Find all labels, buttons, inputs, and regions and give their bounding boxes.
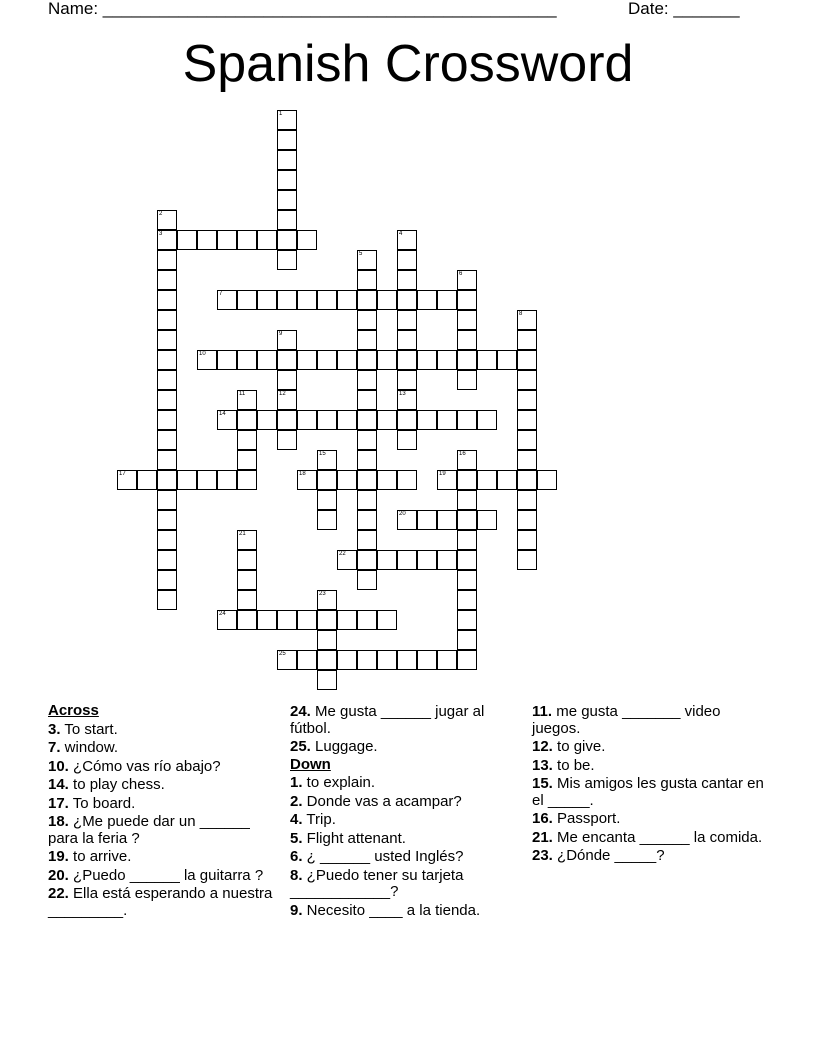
grid-cell[interactable] <box>417 550 437 570</box>
across-heading: Across <box>48 702 99 719</box>
cell-number: 21 <box>239 531 246 537</box>
grid-cell[interactable] <box>397 350 417 370</box>
grid-cell[interactable] <box>197 350 217 370</box>
grid-cell[interactable] <box>357 510 377 530</box>
clue-item <box>48 849 280 866</box>
down-clue-list <box>290 775 522 919</box>
cell-number: 19 <box>439 471 446 477</box>
grid-cell[interactable] <box>157 370 177 390</box>
clue-number: 3. <box>48 720 61 738</box>
clue-number: 4. <box>290 811 303 828</box>
grid-cell[interactable] <box>237 390 257 410</box>
clue-text: Mis amigos les gusta cantar en el _____. <box>532 775 764 809</box>
clue-text: ¿Puedo ______ la guitarra ? <box>68 866 264 884</box>
grid-cell[interactable] <box>397 230 417 250</box>
grid-cell[interactable] <box>157 510 177 530</box>
clue-number: 24. <box>290 703 311 720</box>
grid-cell[interactable] <box>357 490 377 510</box>
clue-item <box>48 886 280 919</box>
grid-cell[interactable] <box>517 510 537 530</box>
clue-text: to play chess. <box>68 776 165 793</box>
grid-cell[interactable] <box>317 450 337 470</box>
grid-cell[interactable] <box>357 390 377 410</box>
grid-cell[interactable] <box>457 610 477 630</box>
grid-cell[interactable] <box>317 410 337 430</box>
grid-cell[interactable] <box>237 230 257 250</box>
grid-cell[interactable] <box>157 270 177 290</box>
grid-cell[interactable] <box>157 590 177 610</box>
clue-item <box>290 868 522 901</box>
clue-number: 9. <box>290 901 303 919</box>
grid-cell[interactable] <box>357 290 377 310</box>
cell-number: 25 <box>279 651 286 657</box>
grid-cell[interactable] <box>437 410 457 430</box>
grid-cell[interactable] <box>217 610 237 630</box>
grid-cell[interactable] <box>157 210 177 230</box>
grid-cell[interactable] <box>457 330 477 350</box>
cell-number: 9 <box>279 331 283 337</box>
grid-cell[interactable] <box>237 350 257 370</box>
grid-cell[interactable] <box>517 430 537 450</box>
grid-cell[interactable] <box>157 230 177 250</box>
grid-cell[interactable] <box>297 610 317 630</box>
clue-item <box>290 704 522 737</box>
clue-text: to explain. <box>302 774 376 791</box>
grid-cell[interactable] <box>537 470 557 490</box>
grid-cell[interactable] <box>357 430 377 450</box>
grid-cell[interactable] <box>297 290 317 310</box>
date-field-label: Date: _______ <box>628 0 740 18</box>
clue-number: 15. <box>532 775 553 792</box>
cell-number: 24 <box>219 611 226 617</box>
grid-cell[interactable] <box>217 410 237 430</box>
grid-cell[interactable] <box>137 470 157 490</box>
grid-cell[interactable] <box>277 190 297 210</box>
grid-cell[interactable] <box>237 550 257 570</box>
clue-number: 21. <box>532 828 553 846</box>
grid-cell[interactable] <box>217 350 237 370</box>
clue-item <box>290 812 522 829</box>
grid-cell[interactable] <box>177 470 197 490</box>
grid-cell[interactable] <box>237 610 257 630</box>
clue-text: to give. <box>552 738 606 755</box>
grid-cell[interactable] <box>337 610 357 630</box>
grid-cell[interactable] <box>337 410 357 430</box>
clue-number: 19. <box>48 848 69 865</box>
clue-item <box>532 811 764 828</box>
grid-cell[interactable] <box>457 630 477 650</box>
grid-cell[interactable] <box>277 330 297 350</box>
clue-number: 17. <box>48 794 69 812</box>
grid-cell[interactable] <box>517 390 537 410</box>
grid-cell[interactable] <box>377 410 397 430</box>
clue-number: 10. <box>48 757 69 775</box>
grid-cell[interactable] <box>157 250 177 270</box>
grid-cell[interactable] <box>217 470 237 490</box>
clue-number: 8. <box>290 866 303 884</box>
clue-text: Passport. <box>552 810 621 827</box>
grid-cell[interactable] <box>437 290 457 310</box>
clue-item <box>532 758 764 775</box>
grid-cell[interactable] <box>517 530 537 550</box>
grid-cell[interactable] <box>377 470 397 490</box>
grid-cell[interactable] <box>457 650 477 670</box>
grid-cell[interactable] <box>237 570 257 590</box>
grid-cell[interactable] <box>237 450 257 470</box>
clue-item <box>532 776 764 809</box>
grid-cell[interactable] <box>417 650 437 670</box>
clue-item <box>532 704 764 737</box>
grid-cell[interactable] <box>457 310 477 330</box>
cell-number: 20 <box>399 511 406 517</box>
down-heading: Down <box>290 755 331 773</box>
grid-cell[interactable] <box>457 470 477 490</box>
grid-cell[interactable] <box>317 610 337 630</box>
grid-cell[interactable] <box>157 570 177 590</box>
grid-cell[interactable] <box>417 510 437 530</box>
grid-cell[interactable] <box>357 250 377 270</box>
grid-cell[interactable] <box>197 230 217 250</box>
grid-cell[interactable] <box>237 470 257 490</box>
grid-cell[interactable] <box>517 350 537 370</box>
cell-number: 18 <box>299 471 306 477</box>
grid-cell[interactable] <box>497 350 517 370</box>
clue-number: 11. <box>532 703 553 720</box>
grid-cell[interactable] <box>217 290 237 310</box>
grid-cell[interactable] <box>157 410 177 430</box>
clue-number: 12. <box>532 738 553 755</box>
grid-cell[interactable] <box>357 310 377 330</box>
grid-cell[interactable] <box>457 490 477 510</box>
clue-item <box>290 794 522 811</box>
grid-cell[interactable] <box>277 430 297 450</box>
clue-number: 6. <box>290 848 303 865</box>
clue-text: Ella está esperando a nuestra _________. <box>48 885 273 919</box>
grid-cell[interactable] <box>277 410 297 430</box>
grid-cell[interactable] <box>517 410 537 430</box>
grid-cell[interactable] <box>357 330 377 350</box>
grid-cell[interactable] <box>277 390 297 410</box>
clue-number: 13. <box>532 756 553 774</box>
clue-item <box>48 740 280 757</box>
grid-cell[interactable] <box>277 130 297 150</box>
grid-cell[interactable] <box>237 410 257 430</box>
page-title: Spanish Crossword <box>182 35 634 93</box>
grid-cell[interactable] <box>157 530 177 550</box>
grid-cell[interactable] <box>397 370 417 390</box>
clue-item <box>290 903 522 920</box>
cell-number: 22 <box>339 551 346 557</box>
grid-cell[interactable] <box>377 550 397 570</box>
grid-cell[interactable] <box>397 290 417 310</box>
clue-item <box>48 796 280 813</box>
grid-cell[interactable] <box>457 270 477 290</box>
clue-text: me gusta _______ video juegos. <box>532 703 721 737</box>
grid-cell[interactable] <box>497 470 517 490</box>
grid-cell[interactable] <box>517 550 537 570</box>
grid-cell[interactable] <box>277 650 297 670</box>
grid-cell[interactable] <box>257 610 277 630</box>
clue-text: Necesito ____ a la tienda. <box>302 901 481 919</box>
name-field-label: Name: ________________________________________________ <box>48 0 557 18</box>
grid-cell[interactable] <box>277 250 297 270</box>
down-clue-list-continued <box>532 704 764 865</box>
grid-cell[interactable] <box>397 550 417 570</box>
clues-column-2 <box>290 702 522 919</box>
grid-cell[interactable] <box>397 430 417 450</box>
clue-text: Me encanta ______ la comida. <box>552 828 763 846</box>
cell-number: 15 <box>319 451 326 457</box>
grid-cell[interactable] <box>277 350 297 370</box>
grid-cell[interactable] <box>417 290 437 310</box>
grid-cell[interactable] <box>317 590 337 610</box>
clue-item <box>48 814 280 847</box>
clue-text: ¿Cómo vas río abajo? <box>68 757 221 775</box>
grid-cell[interactable] <box>357 610 377 630</box>
cell-number: 6 <box>459 271 463 277</box>
clue-number: 18. <box>48 813 69 830</box>
clues-column-3 <box>532 702 764 865</box>
grid-cell[interactable] <box>317 670 337 690</box>
grid-cell[interactable] <box>277 370 297 390</box>
clue-text: To start. <box>60 720 118 738</box>
grid-cell[interactable] <box>157 290 177 310</box>
grid-cell[interactable] <box>357 350 377 370</box>
grid-cell[interactable] <box>397 310 417 330</box>
clue-text: to arrive. <box>68 848 132 865</box>
grid-cell[interactable] <box>257 290 277 310</box>
across-clue-list <box>48 722 280 920</box>
grid-cell[interactable] <box>517 470 537 490</box>
grid-cell[interactable] <box>157 490 177 510</box>
across-clue-list-continued <box>290 704 522 756</box>
grid-cell[interactable] <box>457 350 477 370</box>
clue-item <box>532 830 764 847</box>
clue-item <box>290 739 522 756</box>
clues-column-1 <box>48 702 280 919</box>
cell-number: 16 <box>459 451 466 457</box>
grid-cell[interactable] <box>457 510 477 530</box>
cell-number: 12 <box>279 391 286 397</box>
clue-item <box>290 775 522 792</box>
grid-cell[interactable] <box>237 590 257 610</box>
grid-cell[interactable] <box>457 370 477 390</box>
grid-cell[interactable] <box>237 530 257 550</box>
grid-cell[interactable] <box>157 550 177 570</box>
grid-cell[interactable] <box>397 270 417 290</box>
grid-cell[interactable] <box>457 550 477 570</box>
clue-text: To board. <box>68 794 136 812</box>
cell-number: 4 <box>399 231 403 237</box>
cell-number: 5 <box>359 251 363 257</box>
clue-number: 2. <box>290 792 303 810</box>
grid-cell[interactable] <box>377 350 397 370</box>
grid-cell[interactable] <box>297 410 317 430</box>
grid-cell[interactable] <box>317 470 337 490</box>
grid-cell[interactable] <box>457 590 477 610</box>
grid-cell[interactable] <box>317 350 337 370</box>
clue-item <box>48 777 280 794</box>
grid-cell[interactable] <box>297 350 317 370</box>
clue-number: 22. <box>48 885 69 902</box>
clue-text: Flight attenant. <box>302 829 406 847</box>
clue-item <box>290 831 522 848</box>
clue-item <box>48 868 280 885</box>
clue-text: window. <box>60 739 119 756</box>
clue-number: 25. <box>290 738 311 755</box>
grid-cell[interactable] <box>297 470 317 490</box>
grid-cell[interactable] <box>317 650 337 670</box>
clue-number: 16. <box>532 810 553 827</box>
clue-number: 20. <box>48 866 69 884</box>
grid-cell[interactable] <box>357 470 377 490</box>
grid-cell[interactable] <box>277 610 297 630</box>
grid-cell[interactable] <box>237 290 257 310</box>
clue-item <box>532 739 764 756</box>
grid-cell[interactable] <box>377 610 397 630</box>
grid-cell[interactable] <box>317 290 337 310</box>
grid-cell[interactable] <box>397 650 417 670</box>
clue-item <box>532 848 764 865</box>
grid-cell[interactable] <box>357 370 377 390</box>
cell-number: 17 <box>119 471 126 477</box>
clue-item <box>48 759 280 776</box>
grid-cell[interactable] <box>457 530 477 550</box>
grid-cell[interactable] <box>257 230 277 250</box>
grid-cell[interactable] <box>357 550 377 570</box>
grid-cell[interactable] <box>517 310 537 330</box>
grid-cell[interactable] <box>357 570 377 590</box>
grid-cell[interactable] <box>157 350 177 370</box>
clue-text: Donde vas a acampar? <box>302 792 462 810</box>
grid-cell[interactable] <box>337 350 357 370</box>
grid-cell[interactable] <box>437 470 457 490</box>
grid-cell[interactable] <box>277 210 297 230</box>
grid-cell[interactable] <box>357 450 377 470</box>
grid-cell[interactable] <box>277 150 297 170</box>
clue-number: 7. <box>48 739 61 756</box>
grid-cell[interactable] <box>397 410 417 430</box>
grid-cell[interactable] <box>157 310 177 330</box>
cell-number: 7 <box>219 291 223 297</box>
clue-text: ¿Puedo tener su tarjeta ____________? <box>290 866 464 900</box>
grid-cell[interactable] <box>397 390 417 410</box>
grid-cell[interactable] <box>337 650 357 670</box>
cell-number: 2 <box>159 211 163 217</box>
grid-cell[interactable] <box>477 510 497 530</box>
grid-cell[interactable] <box>377 650 397 670</box>
cell-number: 10 <box>199 351 206 357</box>
clue-number: 5. <box>290 829 303 847</box>
clue-item <box>48 722 280 739</box>
grid-cell[interactable] <box>377 290 397 310</box>
grid-cell[interactable] <box>277 230 297 250</box>
grid-cell[interactable] <box>457 450 477 470</box>
grid-cell[interactable] <box>517 450 537 470</box>
clue-text: ¿Dónde _____? <box>552 847 665 864</box>
grid-cell[interactable] <box>337 290 357 310</box>
grid-cell[interactable] <box>397 470 417 490</box>
grid-cell[interactable] <box>237 430 257 450</box>
grid-cell[interactable] <box>337 550 357 570</box>
grid-cell[interactable] <box>457 410 477 430</box>
grid-cell[interactable] <box>397 250 417 270</box>
grid-cell[interactable] <box>277 290 297 310</box>
grid-cell[interactable] <box>157 390 177 410</box>
cell-number: 1 <box>279 111 283 117</box>
cell-number: 3 <box>159 231 163 237</box>
grid-cell[interactable] <box>117 470 137 490</box>
clue-text: Luggage. <box>310 738 378 755</box>
cell-number: 23 <box>319 591 326 597</box>
grid-cell[interactable] <box>277 170 297 190</box>
grid-cell[interactable] <box>417 350 437 370</box>
clue-item <box>290 849 522 866</box>
grid-cell[interactable] <box>257 350 277 370</box>
grid-cell[interactable] <box>357 530 377 550</box>
grid-cell[interactable] <box>357 270 377 290</box>
grid-cell[interactable] <box>297 650 317 670</box>
grid-cell[interactable] <box>517 330 537 350</box>
grid-cell[interactable] <box>437 510 457 530</box>
grid-cell[interactable] <box>437 350 457 370</box>
grid-cell[interactable] <box>157 330 177 350</box>
grid-cell[interactable] <box>197 470 217 490</box>
grid-cell[interactable] <box>477 470 497 490</box>
grid-cell[interactable] <box>277 110 297 130</box>
grid-cell[interactable] <box>357 410 377 430</box>
grid-cell[interactable] <box>317 630 337 650</box>
grid-cell[interactable] <box>517 370 537 390</box>
grid-cell[interactable] <box>217 230 237 250</box>
clue-number: 14. <box>48 776 69 793</box>
grid-cell[interactable] <box>437 550 457 570</box>
grid-cell[interactable] <box>397 510 417 530</box>
grid-cell[interactable] <box>157 430 177 450</box>
clue-text: ¿ ______ usted Inglés? <box>302 848 464 865</box>
grid-cell[interactable] <box>417 410 437 430</box>
grid-cell[interactable] <box>357 650 377 670</box>
cell-number: 14 <box>219 411 226 417</box>
cell-number: 8 <box>519 311 523 317</box>
clue-text: Trip. <box>302 811 336 828</box>
grid-cell[interactable] <box>317 490 337 510</box>
grid-cell[interactable] <box>297 230 317 250</box>
clue-number: 23. <box>532 847 553 864</box>
clue-text: Me gusta ______ jugar al fútbol. <box>290 703 485 737</box>
grid-cell[interactable] <box>397 330 417 350</box>
grid-cell[interactable] <box>477 350 497 370</box>
grid-cell[interactable] <box>437 650 457 670</box>
grid-cell[interactable] <box>317 510 337 530</box>
clue-number: 1. <box>290 774 303 791</box>
grid-cell[interactable] <box>157 470 177 490</box>
grid-cell[interactable] <box>257 410 277 430</box>
cell-number: 11 <box>239 391 246 397</box>
grid-cell[interactable] <box>457 290 477 310</box>
cell-number: 13 <box>399 391 406 397</box>
grid-cell[interactable] <box>457 570 477 590</box>
grid-cell[interactable] <box>337 470 357 490</box>
grid-cell[interactable] <box>177 230 197 250</box>
grid-cell[interactable] <box>477 410 497 430</box>
clue-text: to be. <box>552 756 595 774</box>
clue-text: ¿Me puede dar un ______ para la feria ? <box>48 813 250 847</box>
grid-cell[interactable] <box>517 490 537 510</box>
grid-cell[interactable] <box>157 450 177 470</box>
